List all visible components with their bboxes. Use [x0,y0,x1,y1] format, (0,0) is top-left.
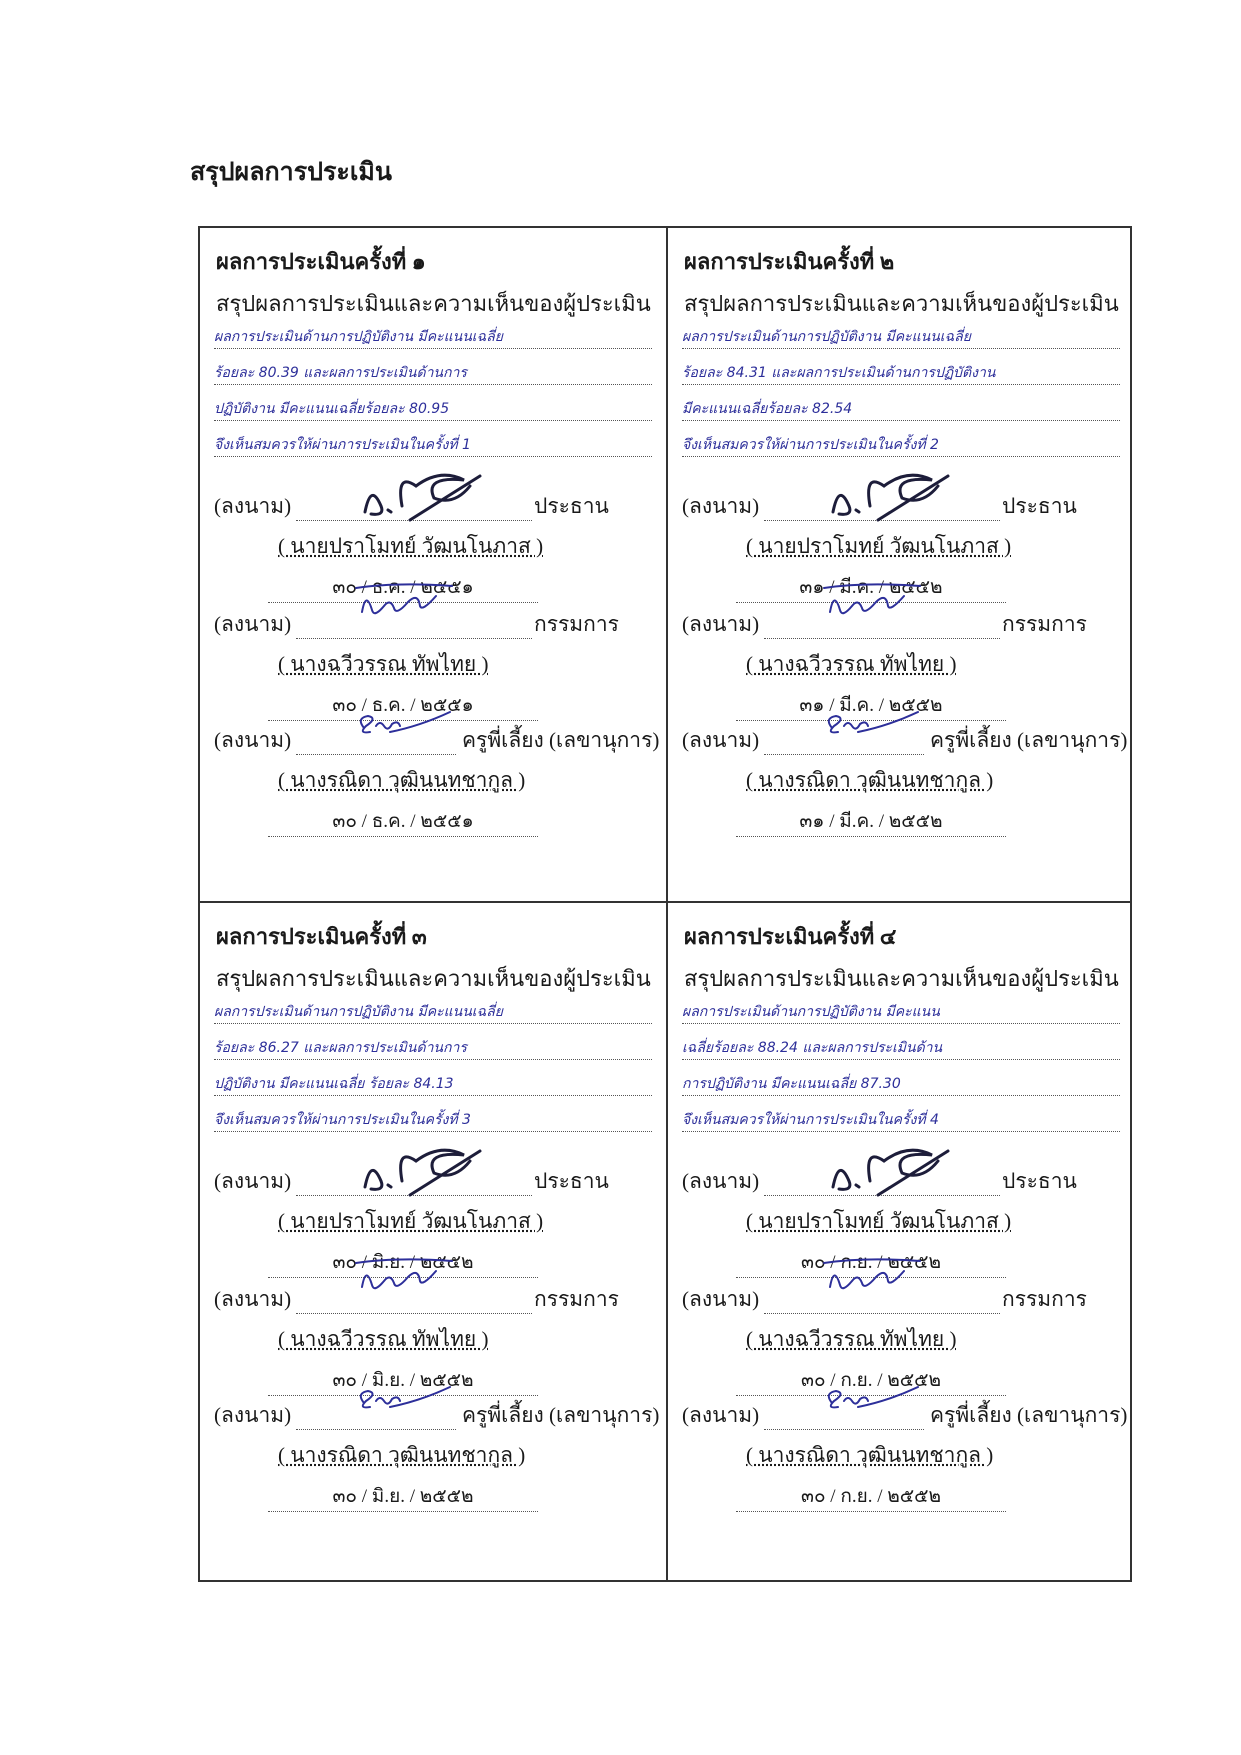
member-signature [350,1253,460,1303]
handwritten-line-2: ร้อยละ 86.27 และผลการประเมินด้านการ [214,1037,652,1060]
member-sign-label: (ลงนาม) [682,612,760,636]
secretary-sign-label: (ลงนาม) [214,728,292,752]
evaluation-grid [198,226,1132,1582]
secretary-role: ครูพี่เลี้ยง (เลขานุการ) [462,1403,660,1427]
member-sign-label: (ลงนาม) [214,1287,292,1311]
handwritten-line-2: ร้อยละ 84.31 และผลการประเมินด้านการปฏิบัติงาน [682,362,1120,385]
chair-signature [818,460,948,530]
secretary-signature [818,704,928,744]
chair-sign-label: (ลงนาม) [682,494,760,518]
panel-heading: ผลการประเมินครั้งที่ ๓ [216,924,427,949]
secretary-name: ( นางรณิดา วุฒินนทชากูล ) [278,1443,526,1467]
panel-heading: ผลการประเมินครั้งที่ ๒ [684,249,895,274]
secretary-signature [818,1379,928,1419]
chair-date: ๓๐ / ก.ย. / ๒๕๕๒ [736,1247,1006,1278]
handwritten-line-4: จึงเห็นสมควรให้ผ่านการประเมินในครั้งที่ 3 [214,1109,652,1132]
page-title: สรุปผลการประเมิน [190,159,392,186]
member-name: ( นางฉวีวรรณ ทัพไทย ) [746,1327,957,1351]
member-date: ๓๐ / มิ.ย. / ๒๕๕๒ [268,1365,538,1396]
summary-label: สรุปผลการประเมินและความเห็นของผู้ประเมิน [216,291,651,316]
handwritten-line-2: เฉลี่ยร้อยละ 88.24 และผลการประเมินด้าน [682,1037,1120,1060]
chair-date: ๓๐ / ธ.ค. / ๒๕๕๑ [268,572,538,603]
secretary-date: ๓๑ / มี.ค. / ๒๕๕๒ [736,806,1006,837]
secretary-role: ครูพี่เลี้ยง (เลขานุการ) [462,728,660,752]
chair-name: ( นายปราโมทย์ วัฒนโนภาส ) [278,534,544,558]
secretary-signature [350,1379,460,1419]
handwritten-line-4: จึงเห็นสมควรให้ผ่านการประเมินในครั้งที่ 4 [682,1109,1120,1132]
member-signature [818,578,928,628]
member-name: ( นางฉวีวรรณ ทัพไทย ) [278,1327,489,1351]
member-role: กรรมการ [1002,1287,1087,1311]
handwritten-line-3: ปฏิบัติงาน มีคะแนนเฉลี่ย ร้อยละ 84.13 [214,1073,652,1096]
chair-signature [350,1135,480,1205]
secretary-name: ( นางรณิดา วุฒินนทชากูล ) [278,768,526,792]
chair-role: ประธาน [1002,1169,1077,1193]
secretary-role: ครูพี่เลี้ยง (เลขานุการ) [930,728,1128,752]
handwritten-line-1: ผลการประเมินด้านการปฏิบัติงาน มีคะแนน [682,1001,1120,1024]
summary-label: สรุปผลการประเมินและความเห็นของผู้ประเมิน [216,966,651,991]
secretary-name: ( นางรณิดา วุฒินนทชากูล ) [746,1443,994,1467]
chair-name: ( นายปราโมทย์ วัฒนโนภาส ) [746,1209,1012,1233]
secretary-sign-label: (ลงนาม) [682,1403,760,1427]
chair-sign-label: (ลงนาม) [682,1169,760,1193]
handwritten-line-4: จึงเห็นสมควรให้ผ่านการประเมินในครั้งที่ 1 [214,434,652,457]
handwritten-line-3: ปฏิบัติงาน มีคะแนนเฉลี่ยร้อยละ 80.95 [214,398,652,421]
chair-sign-label: (ลงนาม) [214,494,292,518]
member-name: ( นางฉวีวรรณ ทัพไทย ) [746,652,957,676]
chair-signature [818,1135,948,1205]
secretary-role: ครูพี่เลี้ยง (เลขานุการ) [930,1403,1128,1427]
chair-date: ๓๐ / มิ.ย. / ๒๕๕๒ [268,1247,538,1278]
member-date: ๓๐ / ธ.ค. / ๒๕๕๑ [268,690,538,721]
secretary-name: ( นางรณิดา วุฒินนทชากูล ) [746,768,994,792]
evaluation-panel-3 [200,903,662,1578]
secretary-signature [350,704,460,744]
chair-name: ( นายปราโมทย์ วัฒนโนภาส ) [278,1209,544,1233]
chair-role: ประธาน [534,1169,609,1193]
handwritten-line-3: การปฏิบัติงาน มีคะแนนเฉลี่ย 87.30 [682,1073,1120,1096]
member-signature [350,578,460,628]
member-name: ( นางฉวีวรรณ ทัพไทย ) [278,652,489,676]
member-role: กรรมการ [1002,612,1087,636]
member-sign-label: (ลงนาม) [214,612,292,636]
chair-sign-label: (ลงนาม) [214,1169,292,1193]
member-sign-label: (ลงนาม) [682,1287,760,1311]
chair-date: ๓๑ / มี.ค. / ๒๕๕๒ [736,572,1006,603]
evaluation-panel-4 [668,903,1130,1578]
handwritten-line-3: มีคะแนนเฉลี่ยร้อยละ 82.54 [682,398,1120,421]
secretary-date: ๓๐ / ก.ย. / ๒๕๕๒ [736,1481,1006,1512]
secretary-date: ๓๐ / ธ.ค. / ๒๕๕๑ [268,806,538,837]
handwritten-line-2: ร้อยละ 80.39 และผลการประเมินด้านการ [214,362,652,385]
member-date: ๓๑ / มี.ค. / ๒๕๕๒ [736,690,1006,721]
secretary-sign-label: (ลงนาม) [682,728,760,752]
member-signature [818,1253,928,1303]
chair-role: ประธาน [534,494,609,518]
summary-label: สรุปผลการประเมินและความเห็นของผู้ประเมิน [684,291,1119,316]
handwritten-line-1: ผลการประเมินด้านการปฏิบัติงาน มีคะแนนเฉลี่ย [214,326,652,349]
chair-name: ( นายปราโมทย์ วัฒนโนภาส ) [746,534,1012,558]
handwritten-line-1: ผลการประเมินด้านการปฏิบัติงาน มีคะแนนเฉลี่ย [214,1001,652,1024]
summary-label: สรุปผลการประเมินและความเห็นของผู้ประเมิน [684,966,1119,991]
handwritten-line-1: ผลการประเมินด้านการปฏิบัติงาน มีคะแนนเฉลี่ย [682,326,1120,349]
panel-heading: ผลการประเมินครั้งที่ ๑ [216,249,426,274]
evaluation-panel-2 [668,228,1130,903]
member-role: กรรมการ [534,612,619,636]
handwritten-line-4: จึงเห็นสมควรให้ผ่านการประเมินในครั้งที่ 2 [682,434,1120,457]
secretary-date: ๓๐ / มิ.ย. / ๒๕๕๒ [268,1481,538,1512]
panel-heading: ผลการประเมินครั้งที่ ๔ [684,924,897,949]
member-role: กรรมการ [534,1287,619,1311]
chair-role: ประธาน [1002,494,1077,518]
evaluation-panel-1 [200,228,662,903]
secretary-sign-label: (ลงนาม) [214,1403,292,1427]
member-date: ๓๐ / ก.ย. / ๒๕๕๒ [736,1365,1006,1396]
chair-signature [350,460,480,530]
